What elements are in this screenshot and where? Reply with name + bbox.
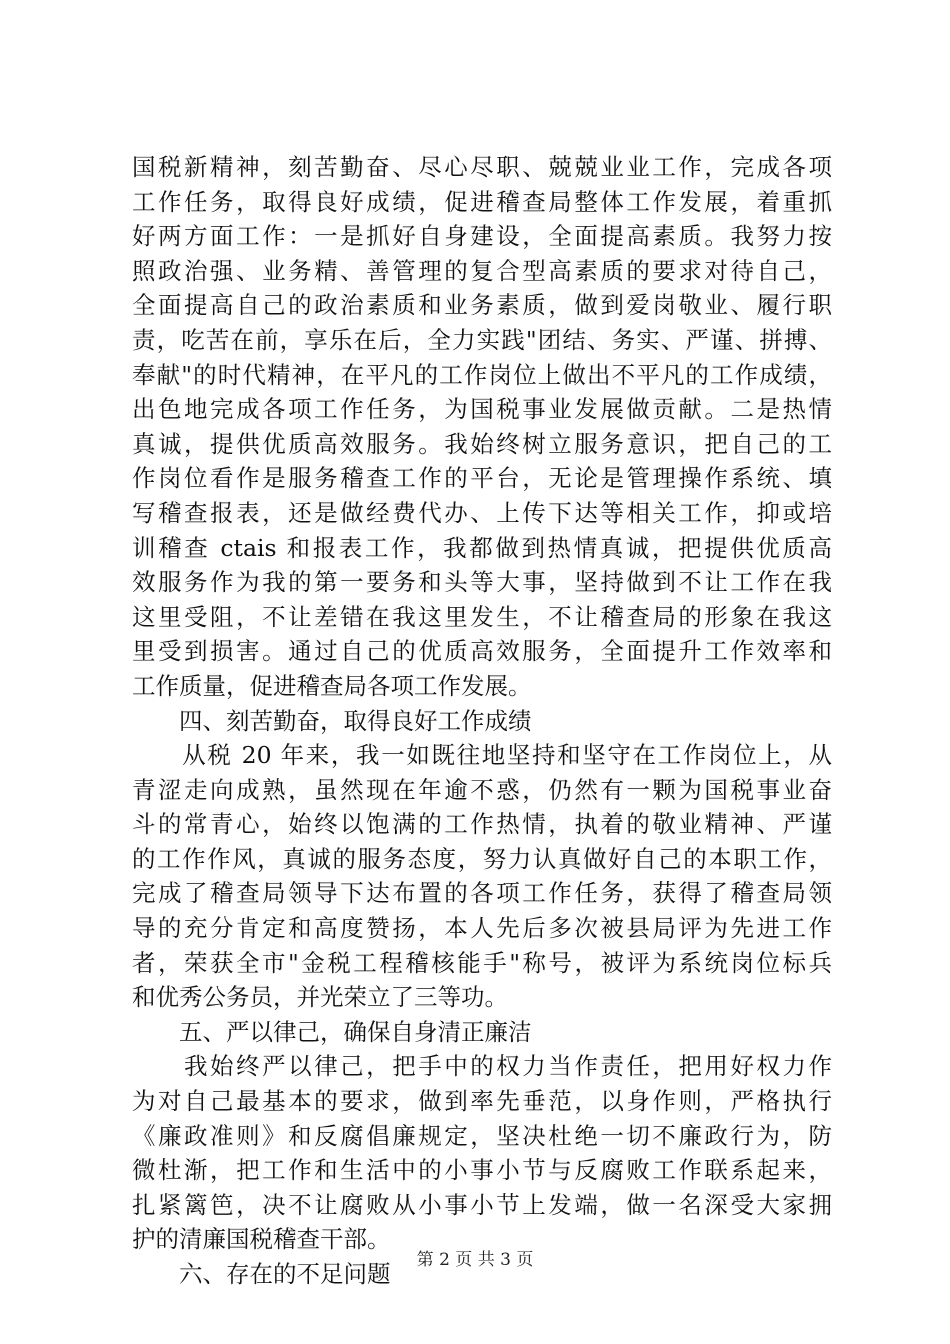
text-line: 微杜渐，把工作和生活中的小事小节与反腐败工作联系起来， [132,1156,832,1185]
text-line: 好两方面工作：一是抓好自身建设，全面提高素质。我努力按 [132,222,832,251]
text-line: 从税 20 年来，我一如既往地坚持和坚守在工作岗位上，从 [132,741,832,770]
text-line: 的工作作风，真诚的服务态度，努力认真做好自己的本职工作， [132,844,832,873]
text-line: 责，吃苦在前，享乐在后，全力实践"团结、务实、严谨、拼搏、 [132,325,832,354]
text-line: 效服务作为我的第一要务和头等大事，坚持做到不让工作在我 [132,568,832,597]
text-line: 这里受阻，不让差错在我这里发生，不让稽查局的形象在我这 [132,602,832,631]
document-body [132,150,832,1292]
text-line: 全面提高自己的政治素质和业务素质，做到爱岗敬业、履行职 [132,291,832,320]
text-line: 写稽查报表，还是做经费代办、上传下达等相关工作，抑或培 [132,498,832,527]
text-line: 六、存在的不足问题 [132,1260,391,1288]
text-line: 出色地完成各项工作任务，为国税事业发展做贡献。二是热情 [132,395,832,424]
text-line: 工作质量，促进稽查局各项工作发展。 [132,671,532,700]
section-heading [132,1015,832,1050]
page-footer: 第 2 页 共 3 页 [416,1250,534,1270]
text-line: 作岗位看作是服务稽查工作的平台，无论是管理操作系统、填 [132,464,832,493]
text-line: 国税新精神，刻苦勤奋、尽心尽职、兢兢业业工作，完成各项 [132,153,832,181]
text-line: 四、刻苦勤奋，取得良好工作成绩 [132,706,532,735]
text-line: 里受到损害。通过自己的优质高效服务，全面提升工作效率和 [132,637,832,666]
text-line: 斗的常青心，始终以饱满的工作热情，执着的敬业精神、严谨 [132,810,832,839]
text-line: 扎紧篱笆，决不让腐败从小事小节上发端，做一名深受大家拥 [132,1190,832,1219]
text-line: 真诚，提供优质高效服务。我始终树立服务意识，把自己的工 [132,429,832,458]
text-line: 导的充分肯定和高度赞扬，本人先后多次被县局评为先进工作 [132,914,832,943]
text-line: 我始终严以律己，把手中的权力当作责任，把用好权力作 [132,1052,832,1081]
text-line: 工作任务，取得良好成绩，促进稽查局整体工作发展，着重抓 [132,187,832,216]
paragraph [132,738,832,1015]
text-line: 和优秀公务员，并光荣立了三等功。 [132,983,508,1012]
text-line: 奉献"的时代精神，在平凡的工作岗位上做出不平凡的工作成绩， [132,360,832,389]
text-line: 青涩走向成熟，虽然现在年逾不惑，仍然有一颗为国税事业奋 [132,775,832,804]
text-line: 五、严以律己，确保自身清正廉洁 [132,1017,532,1046]
text-line: 训稽查 ctais 和报表工作，我都做到热情真诚，把提供优质高 [132,533,832,562]
text-line: 者，荣获全市"金税工程稽核能手"称号，被评为系统岗位标兵 [132,948,832,977]
text-line: 为对自己最基本的要求，做到率先垂范，以身作则，严格执行 [132,1087,832,1116]
paragraph [132,1049,832,1257]
text-line: 《廉政准则》和反腐倡廉规定，坚决杜绝一切不廉政行为，防 [132,1121,832,1150]
text-line: 完成了稽查局领导下达布置的各项工作任务，获得了稽查局领 [132,879,832,908]
text-line: 护的清廉国税稽查干部。 [132,1225,391,1254]
section-heading [132,704,832,739]
paragraph [132,150,832,704]
text-line: 照政治强、业务精、善管理的复合型高素质的要求对待自己， [132,256,832,285]
